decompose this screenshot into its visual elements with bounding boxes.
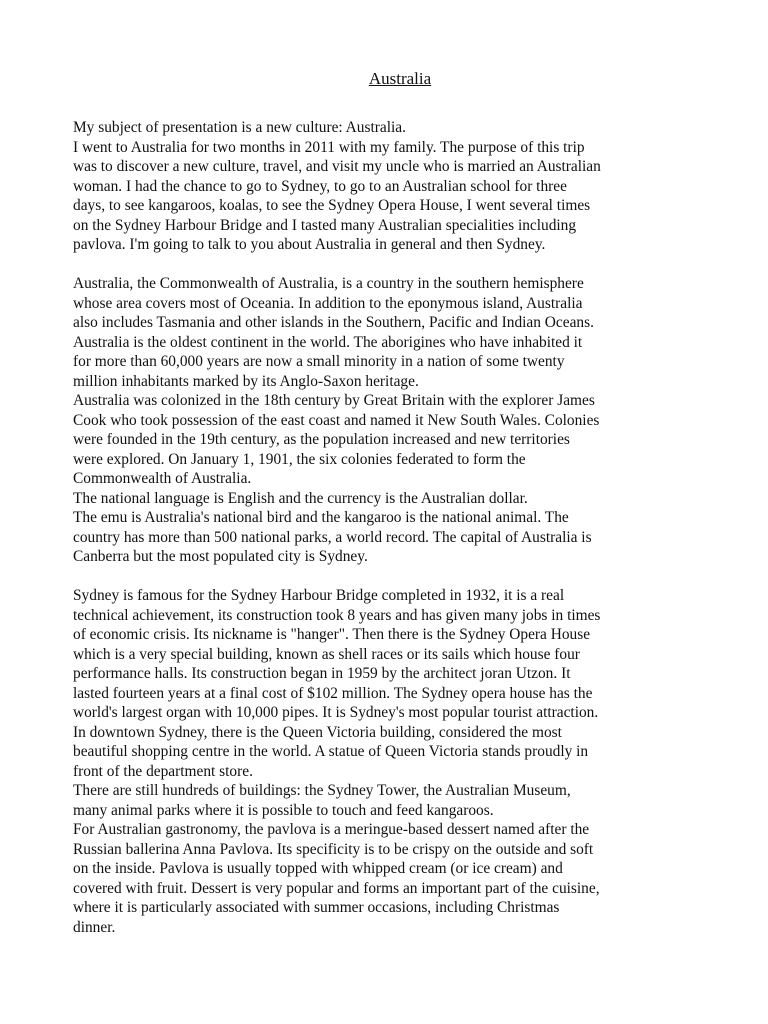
text-line: was to discover a new culture, travel, and visit my uncle who is married an Australian <box>73 158 601 175</box>
text-line: which is a very special building, known as shell races or its sails which house four <box>73 645 580 663</box>
text-line: In downtown Sydney, there is the Queen Victoria building, considered the most <box>73 723 562 741</box>
text-line: For Australian gastronomy, the pavlova is a meringue-based dessert named after the <box>73 821 590 838</box>
text-line: Commonwealth of Australia. <box>73 470 252 487</box>
text-line: There are still hundreds of buildings: the Sydney Tower, the Australian Museum, <box>73 782 571 799</box>
text-line: million inhabitants marked by its Anglo-Saxon heritage. <box>73 372 419 390</box>
text-line: country has more than 500 national parks, a world record. The capital of Australia is <box>73 528 592 546</box>
text-line: for more than 60,000 years are now a small minority in a nation of some twenty <box>73 353 565 370</box>
text-line: Australia is the oldest continent in the world. The aborigines who have inhabited it <box>73 333 583 351</box>
text-line: dinner. <box>73 918 116 936</box>
text-line: Canberra but the most populated city is Sydney. <box>73 548 368 565</box>
paragraph-gap <box>73 567 713 587</box>
text-line: The national language is English and the currency is the Australian dollar. <box>73 489 528 507</box>
text-line: performance halls. Its construction began in 1959 by the architect joran Utzon. It <box>73 665 571 682</box>
text-line: technical achievement, its construction took 8 years and has given many jobs in times <box>73 606 601 624</box>
text-line: on the inside. Pavlova is usually topped with whipped cream (or ice cream) and <box>73 860 563 877</box>
text-line: front of the department store. <box>73 762 253 780</box>
paragraph <box>73 586 713 937</box>
text-line: many animal parks where it is possible to touch and feed kangaroos. <box>73 801 494 819</box>
paragraph-gap <box>73 255 713 275</box>
text-line: woman. I had the chance to go to Sydney, to go to an Australian school for three <box>73 177 567 195</box>
text-line: on the Sydney Harbour Bridge and I tasted many Australian specialities including <box>73 216 577 234</box>
paragraph <box>73 274 713 567</box>
text-line: world's largest organ with 10,000 pipes. It is Sydney's most popular tourist attraction. <box>73 704 599 721</box>
text-line: were explored. On January 1, 1901, the six colonies federated to form the <box>73 450 526 468</box>
document-page <box>73 68 713 937</box>
text-line: days, to see kangaroos, koalas, to see the Sydney Opera House, I went several times <box>73 197 591 214</box>
text-line: where it is particularly associated with summer occasions, including Christmas <box>73 899 560 916</box>
text-line: covered with fruit. Dessert is very popular and forms an important part of the cuisine, <box>73 879 600 897</box>
document-body <box>73 118 713 937</box>
text-line: I went to Australia for two months in 2011 with my family. The purpose of this trip <box>73 138 585 156</box>
text-line: beautiful shopping centre in the world. A statue of Queen Victoria stands proudly in <box>73 743 589 760</box>
text-line: were founded in the 19th century, as the population increased and new territories <box>73 431 570 448</box>
text-line: pavlova. I'm going to talk to you about Australia in general and then Sydney. <box>73 236 546 253</box>
text-line: also includes Tasmania and other islands in the Southern, Pacific and Indian Oceans. <box>73 314 594 331</box>
text-line: Cook who took possession of the east coast and named it New South Wales. Colonies <box>73 411 600 429</box>
text-line: Sydney is famous for the Sydney Harbour Bridge completed in 1932, it is a real <box>73 587 565 604</box>
text-line: Australia, the Commonwealth of Australia, is a country in the southern hemisphere <box>73 275 584 292</box>
text-line: of economic crisis. Its nickname is "hanger". Then there is the Sydney Opera House <box>73 626 591 643</box>
text-line: My subject of presentation is a new culture: Australia. <box>73 119 406 136</box>
paragraph <box>73 118 713 255</box>
text-line: The emu is Australia's national bird and the kangaroo is the national animal. The <box>73 509 569 526</box>
document-title: Australia <box>368 69 432 88</box>
text-line: Australia was colonized in the 18th century by Great Britain with the explorer James <box>73 392 595 409</box>
text-line: lasted fourteen years at a final cost of $102 million. The Sydney opera house has the <box>73 684 593 702</box>
text-line: Russian ballerina Anna Pavlova. Its specificity is to be crispy on the outside and soft <box>73 840 594 858</box>
text-line: whose area covers most of Oceania. In addition to the eponymous island, Australia <box>73 294 583 312</box>
